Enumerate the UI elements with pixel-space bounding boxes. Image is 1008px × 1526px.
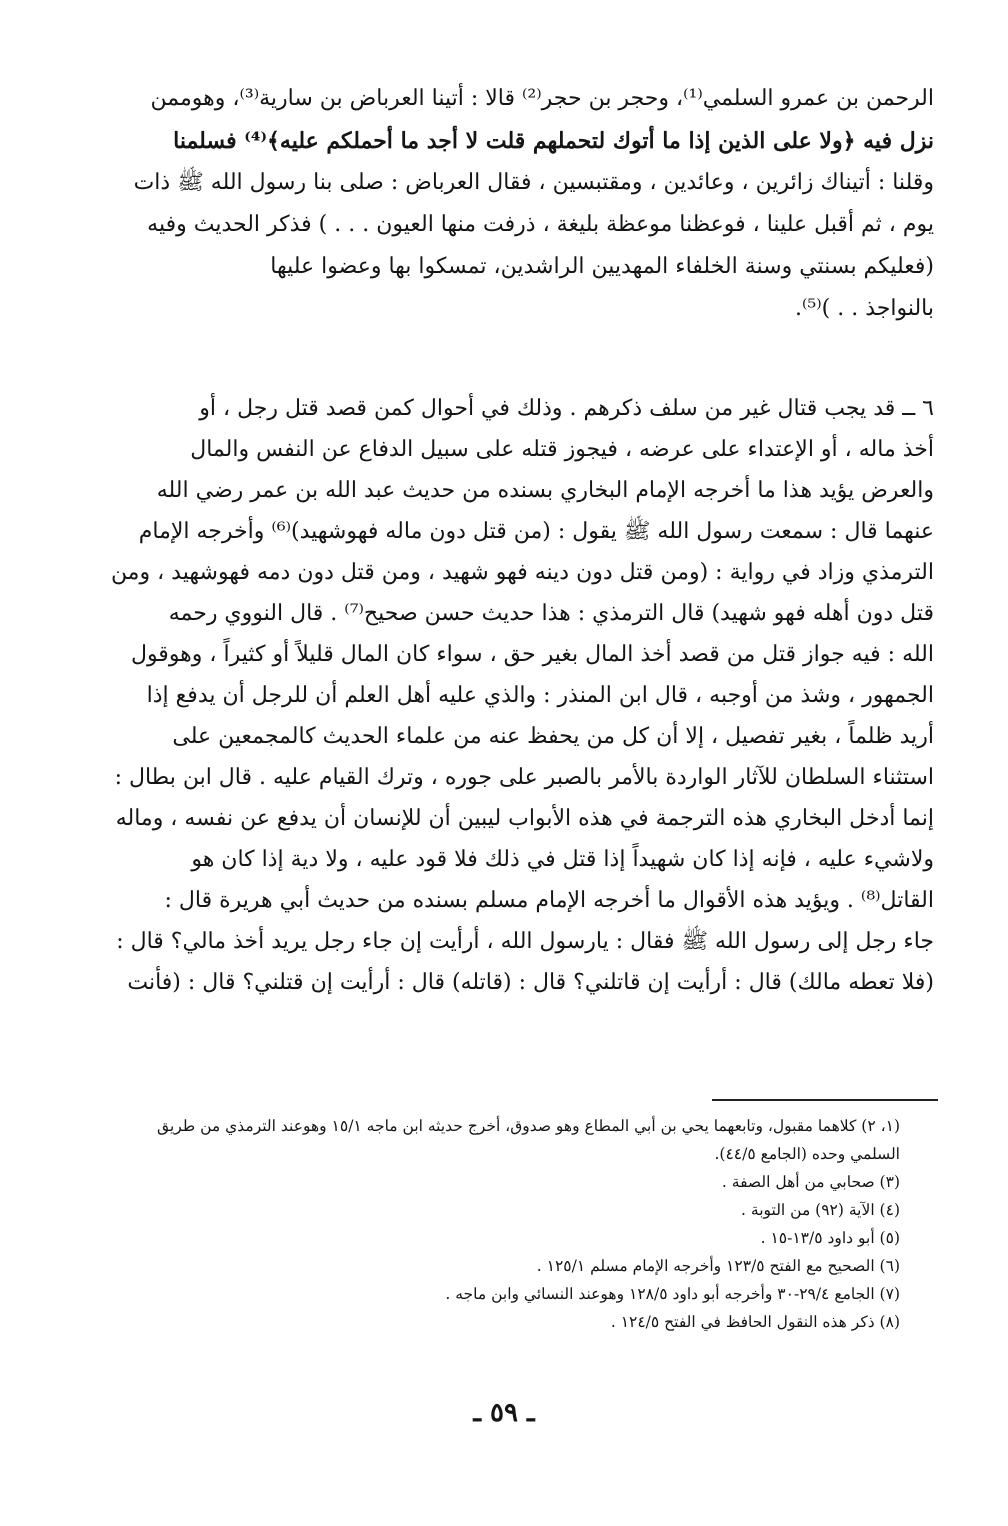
text-line: ٦ ــ قد يجب قتال غير من سلف ذكرهم . وذلك في أحوال كمن قصد قتل رجل ، أو [199,396,934,421]
footnote: (٨) ذكر هذه النقول الحافظ في الفتح ١٢٤/٥ . [610,1313,900,1331]
text-line: (فعليكم بسنتي وسنة الخلفاء المهديين الراشدين، تمسكوا بها وعضوا عليها [270,254,934,279]
text-line: الترمذي وزاد في رواية : (ومن قتل دون دينه فهو شهيد ، ومن قتل دون دمه فهوشهيد ، ومن [110,560,934,585]
text-line: استثناء السلطان للآثار الواردة بالأمر بالصبر على جوره ، وترك القيام عليه . قال ابن بطال : [114,765,934,790]
quran-verse-line: نزل فيه ﴿ولا على الذين إذا ما أتوك لتحملهم قلت لا أجد ما أحملكم عليه﴾⁽⁴⁾ فسلمنا [173,128,934,154]
footnote: (٥) أبو داود ١٣/٥-١٥ . [760,1229,900,1247]
text-line: أخذ ماله ، أو الإعتداء على عرضه ، فيجوز قتله على سبيل الدفاع عن النفس والمال [190,437,934,462]
text-line: الجمهور ، وشذ من أوجبه ، قال ابن المنذر : والذي عليه أهل العلم أن للرجل أن يدفع إذا [146,683,934,708]
footnote: (٦) الصحيح مع الفتح ١٢٣/٥ وأخرجه الإمام مسلم ١٢٥/١ . [536,1257,900,1275]
footnote: (٤) الآية (٩٢) من التوبة . [741,1201,900,1219]
text-line: القاتل⁽⁸⁾ . ويؤيد هذه الأقوال ما أخرجه الإمام مسلم بسنده من حديث أبي هريرة قال : [164,888,934,913]
paragraph-hadith-irbad [92,78,934,330]
footnote: (٣) صحابي من أهل الصفة . [721,1173,900,1191]
text-line: (فلا تعطه مالك) قال : أرأيت إن قاتلني؟ قال : (قاتله) قال : أرأيت إن قتلني؟ قال : (فأنت [127,970,934,995]
text-line: قتل دون أهله فهو شهيد) قال الترمذي : هذا حديث حسن صحيح⁽⁷⁾ . قال النووي رحمه [168,601,934,626]
text-line: وقلنا : أتيناك زائرين ، وعائدين ، ومقتبسين ، فقال العرباض : صلى بنا رسول الله ﷺ ذات [133,170,934,195]
text-line: بالنواجذ . . )⁽⁵⁾. [795,296,934,321]
footnotes [80,1112,900,1336]
footnote-divider [712,1099,938,1101]
text-line: أريد ظلماً ، بغير تفصيل ، إلا أن كل من يحفظ عنه من علماء الحديث كالمجمعين على [172,724,934,749]
paragraph-point-6 [92,388,934,1003]
footnote: (١، ٢) كلاهما مقبول، وتابعهما يحي بن أبي المطاع وهو صدوق، أخرج حديثه ابن ماجه ١٥/١ وهوعند الترمذي من طريق [157,1117,900,1135]
text-line: والعرض يؤيد هذا ما أخرجه الإمام البخاري بسنده من حديث عبد الله بن عمر رضي الله [156,478,934,503]
text-line: الله : فيه جواز قتل من قصد أخذ المال بغير حق ، سواء كان المال قليلاً أو كثيراً ، وهوقول [130,642,934,667]
text-line: جاء رجل إلى رسول الله ﷺ فقال : يارسول الله ، أرأيت إن جاء رجل يريد أخذ مالي؟ قال : [116,929,934,954]
footnote: السلمي وحده (الجامع ٤٤/٥). [714,1145,900,1163]
text-line: يوم ، ثم أقبل علينا ، فوعظنا موعظة بليغة ، ذرفت منها العيون . . . ) فذكر الحديث وفيه [147,212,934,237]
text-line: الرحمن بن عمرو السلمي⁽¹⁾، وحجر بن حجر⁽²⁾ قالا : أتينا العرباض بن سارية⁽³⁾، وهوممن [150,86,934,111]
page-number: ـ ٥٩ ـ [473,1398,535,1428]
text-line: عنهما قال : سمعت رسول الله ﷺ يقول : (من قتل دون ماله فهوشهيد)⁽⁶⁾ وأخرجه الإمام [138,519,934,544]
footnote: (٧) الجامع ٢٩/٤-٣٠ وأخرجه أبو داود ١٢٨/٥ وهوعند النسائي وابن ماجه . [445,1285,900,1303]
text-line: ولاشيء عليه ، فإنه إذا كان شهيداً إذا قتل في ذلك فلا قود عليه ، ولا دية إذا كان هو [191,847,934,872]
text-line: إنما أدخل البخاري هذه الترجمة في هذه الأبواب ليبين أن للإنسان أن يدفع عن نفسه ، وماله [115,806,934,831]
